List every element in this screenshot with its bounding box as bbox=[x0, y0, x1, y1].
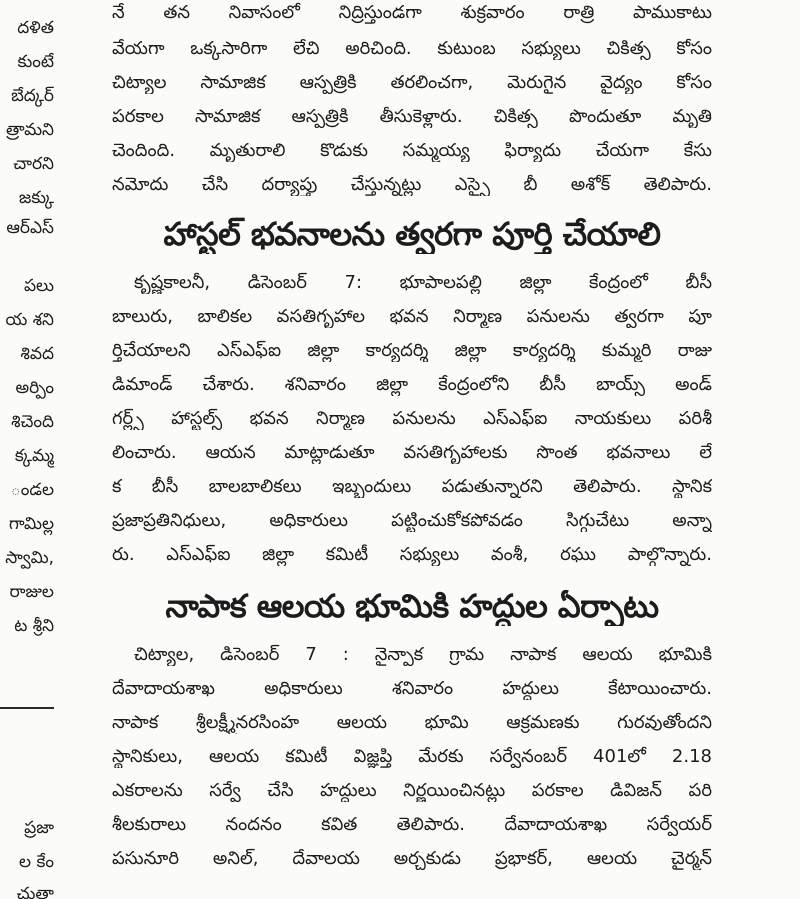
article-line: లించారు. ఆయన మాట్లాడుతూ వసతిగృహాలకు సొంత భవనాలు లే bbox=[112, 442, 712, 463]
article-line: పసునూరి అనిల్, దేవాలయ అర్చకుడు ప్రభాకర్, ఆలయ చైర్మన్ bbox=[112, 848, 712, 869]
article-line: స్థానికులు, ఆలయ కమిటీ విజ్ఞప్తి మేరకు సర్వేనంబర్ 401లో 2.18 bbox=[112, 746, 712, 767]
column-divider-rule bbox=[0, 707, 54, 709]
left-fragment: శిచెంది bbox=[11, 412, 54, 432]
left-fragment: క్కమ్మ bbox=[14, 446, 54, 466]
left-fragment: చారని bbox=[13, 154, 54, 174]
article-line: వేయగా ఒక్కసారిగా లేచి అరిచింది. కుటుంబ సభ్యులు చికిత్స కోసం bbox=[112, 38, 712, 59]
article-line: ప్రజాప్రతినిధులు, అధికారులు పట్టించుకోకపోవడం సిగ్గుచేటు అన్నా bbox=[112, 510, 712, 531]
article-line: ర్తిచేయాలని ఎస్ఎఫ్ఐ జిల్లా కార్యదర్శి జిల్లా కార్యదర్శి కుమ్మరి రాజు bbox=[112, 340, 712, 361]
article-line: క బీసీ బాలబాలికలు ఇబ్బందులు పడుతున్నారని తెలిపారు. స్థానిక bbox=[112, 476, 712, 497]
article-line: పరకాల సామాజిక ఆస్పత్రికి తీసుకెళ్లారు. చికిత్స పొందుతూ మృతి bbox=[112, 106, 712, 127]
article-line: ఎకరాలను సర్వే చేసి హద్దులు నిర్ణయించినట్లు పరకాల డివిజన్ పరి bbox=[112, 780, 712, 801]
left-fragment: బేద్కర్ bbox=[11, 86, 54, 106]
article-line: బాలురు, బాలికల వసతిగృహాల భవన నిర్మాణ పనులను త్వరగా పూ bbox=[112, 306, 712, 327]
article-line: నమోదు చేసి దర్యాప్తు చేస్తున్నట్లు ఎస్సై బీ అశోక్ తెలిపారు. bbox=[112, 174, 712, 195]
article-line: నే తన నివాసంలో నిద్రిస్తుండగా శుక్రవారం రాత్రి పాముకాటు bbox=[112, 2, 712, 23]
left-fragment: గామిల్ల bbox=[8, 514, 54, 534]
article-line: కృష్ణకాలనీ, డిసెంబర్ 7: భూపాలపల్లి జిల్లా కేంద్రంలో బీసీ bbox=[134, 272, 712, 293]
left-fragment: ప్రజా bbox=[24, 818, 54, 838]
left-column-fragments bbox=[0, 0, 54, 899]
left-fragment: రాజుల bbox=[9, 582, 54, 602]
article-line: డిమాండ్ చేశారు. శనివారం జిల్లా కేంద్రంలోని బీసీ బాయ్స్ అండ్ bbox=[112, 374, 712, 395]
left-fragment: జక్కు bbox=[18, 188, 54, 208]
headline-temple: నాపాక ఆలయ భూమికి హద్దుల ఏర్పాటు bbox=[165, 587, 659, 625]
article-line: చిట్యాల సామాజిక ఆస్పత్రికి తరలించగా, మెరుగైన వైద్యం కోసం bbox=[112, 72, 712, 93]
left-fragment: అర్పిం bbox=[15, 378, 54, 398]
left-fragment: ట శ్రీని bbox=[14, 616, 54, 636]
left-fragment: శివద bbox=[20, 344, 54, 364]
left-fragment: స్వామి, bbox=[5, 548, 54, 568]
headline-hostel: హాస్టల్ భవనాలను త్వరగా పూర్తి చేయాలి bbox=[163, 215, 661, 253]
article-line: నాపాక శ్రీలక్ష్మీనరసింహ ఆలయ భూమి ఆక్రమణకు గురవుతోందని bbox=[112, 712, 712, 733]
article-line: రు. ఎస్ఎఫ్ఐ జిల్లా కమిటీ సభ్యులు వంశీ, రఘు పాల్గొన్నారు. bbox=[112, 544, 712, 565]
article-line: చిట్యాల, డిసెంబర్ 7 : నైన్పాక గ్రామ నాపాక ఆలయ భూమికి bbox=[134, 644, 712, 665]
article-line: శీలకురాలు నందనం కవిత తెలిపారు. దేవాదాయశాఖ సర్వేయర్ bbox=[112, 814, 712, 835]
left-fragment: దళిత bbox=[17, 18, 54, 38]
main-column bbox=[112, 0, 712, 899]
left-fragment: ండల bbox=[10, 480, 54, 500]
left-fragment: త్రామని bbox=[6, 120, 54, 140]
left-fragment: య శని bbox=[5, 310, 54, 330]
left-fragment: ఆర్ఎస్ bbox=[6, 218, 54, 238]
article-line: గర్ల్స్ హాస్టల్స్ భవన నిర్మాణ పనులను ఎస్ఎఫ్ఐ నాయకులు పరిశీ bbox=[112, 408, 712, 429]
article-line: చెందింది. మృతురాలి కొడుకు సమ్మయ్య ఫిర్యాదు చేయగా కేసు bbox=[112, 140, 712, 161]
left-fragment: చుతా bbox=[16, 884, 54, 899]
article-line: దేవాదాయశాఖ అధికారులు శనివారం హద్దులు కేటాయించారు. bbox=[112, 678, 712, 699]
left-fragment: పలు bbox=[23, 276, 54, 296]
left-fragment: కుంటే bbox=[17, 52, 54, 72]
left-fragment: ల కేం bbox=[19, 852, 54, 872]
